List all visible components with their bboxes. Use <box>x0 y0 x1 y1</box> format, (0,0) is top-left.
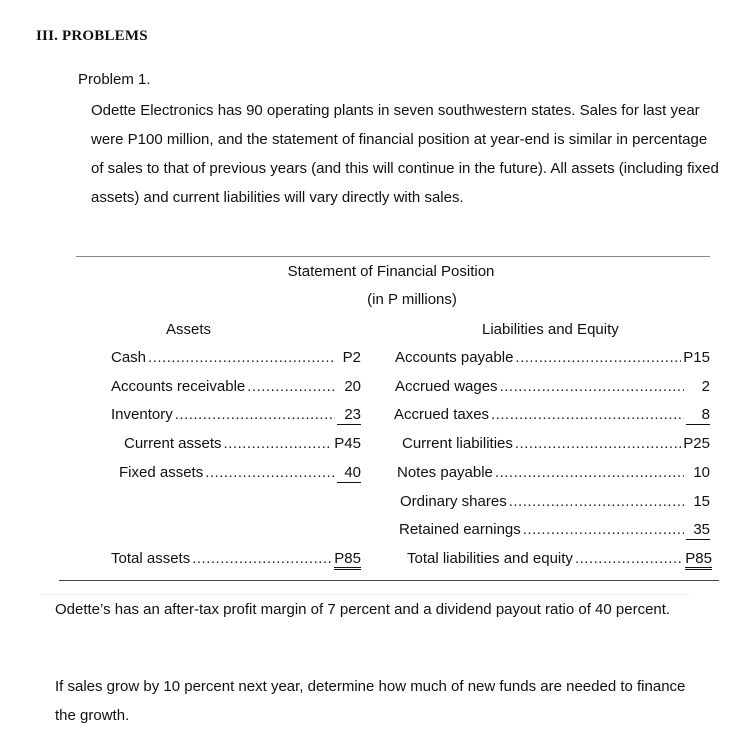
liability-row-ordinary-shares <box>400 493 710 513</box>
liability-label: Accounts payable <box>395 349 514 366</box>
statement-top-rule <box>76 256 710 257</box>
liability-value: 15 <box>693 493 710 510</box>
leader-dots <box>192 550 332 567</box>
asset-value: P2 <box>342 349 361 366</box>
liability-row-accrued-wages <box>395 378 710 398</box>
leader-dots <box>491 406 684 423</box>
statement-title: Statement of Financial Position <box>287 263 495 280</box>
liability-row-total <box>407 550 712 570</box>
asset-value: 23 <box>337 406 361 425</box>
liability-value: 10 <box>693 464 710 481</box>
liability-value: 2 <box>701 378 710 395</box>
liability-label: Accrued wages <box>395 378 498 395</box>
liability-row-current-liabilities <box>402 435 710 455</box>
section-heading: III. PROBLEMS <box>36 28 148 44</box>
liability-label: Total liabilities and equity <box>407 550 573 567</box>
leader-dots <box>523 521 684 538</box>
liability-label: Accrued taxes <box>394 406 490 423</box>
liability-row-notes-payable <box>397 464 710 484</box>
leader-dots <box>247 378 335 395</box>
liabilities-heading: Liabilities and Equity <box>482 321 619 338</box>
problem-intro: Odette Electronics has 90 operating plants in seven southwestern states. Sales for last year were P100 million, and the statement of financial position at year-end is similar in percentage of sales to that of previous years (and this will continue in the future). All assets (including fixed assets) and current liabilities will vary directly with sales. <box>91 102 719 206</box>
liability-label: Notes payable <box>397 464 493 481</box>
asset-row-inventory <box>111 406 361 426</box>
asset-label: Accounts receivable <box>111 378 246 395</box>
asset-value: 20 <box>344 378 361 395</box>
statement-bottom-rule <box>59 580 719 581</box>
liability-row-accounts-payable <box>395 349 710 369</box>
asset-row-cash <box>111 349 361 369</box>
leader-dots <box>495 464 684 481</box>
asset-row-total-assets <box>111 550 361 570</box>
asset-label: Cash <box>111 349 147 366</box>
asset-row-current-assets <box>124 435 361 455</box>
leader-dots <box>500 378 684 395</box>
leader-dots <box>224 435 333 452</box>
asset-label: Fixed assets <box>119 464 204 481</box>
asset-row-fixed-assets <box>119 464 361 484</box>
leader-dots <box>515 435 681 452</box>
liability-value: P85 <box>685 550 712 570</box>
leader-dots <box>175 406 335 423</box>
statement-subtitle: (in P millions) <box>367 291 457 308</box>
asset-value: P85 <box>334 550 361 570</box>
question-paragraph: If sales grow by 10 percent next year, determine how much of new funds are needed to finance the growth. <box>55 678 686 724</box>
liability-row-retained-earnings <box>399 521 710 541</box>
leader-dots <box>575 550 683 567</box>
liability-value: P15 <box>683 349 710 366</box>
liability-value: 8 <box>686 406 710 425</box>
liability-label: Ordinary shares <box>400 493 507 510</box>
asset-value: 40 <box>337 464 361 483</box>
liability-value: P25 <box>683 435 710 452</box>
liability-value: 35 <box>686 521 710 540</box>
assets-heading: Assets <box>166 321 212 338</box>
leader-dots <box>205 464 335 481</box>
leader-dots <box>515 349 681 366</box>
leader-dots <box>148 349 335 366</box>
liability-label: Current liabilities <box>402 435 513 452</box>
asset-label: Total assets <box>111 550 191 567</box>
liability-row-accrued-taxes <box>394 406 710 426</box>
problem-label: Problem 1. <box>78 71 151 88</box>
asset-label: Current assets <box>124 435 222 452</box>
profit-margin-paragraph: Odette’s has an after-tax profit margin of 7 percent and a dividend payout ratio of 40 percent. <box>55 601 671 618</box>
liability-label: Retained earnings <box>399 521 521 538</box>
asset-label: Inventory <box>111 406 173 423</box>
asset-row-receivables <box>111 378 361 398</box>
leader-dots <box>509 493 684 510</box>
asset-value: P45 <box>334 435 361 452</box>
